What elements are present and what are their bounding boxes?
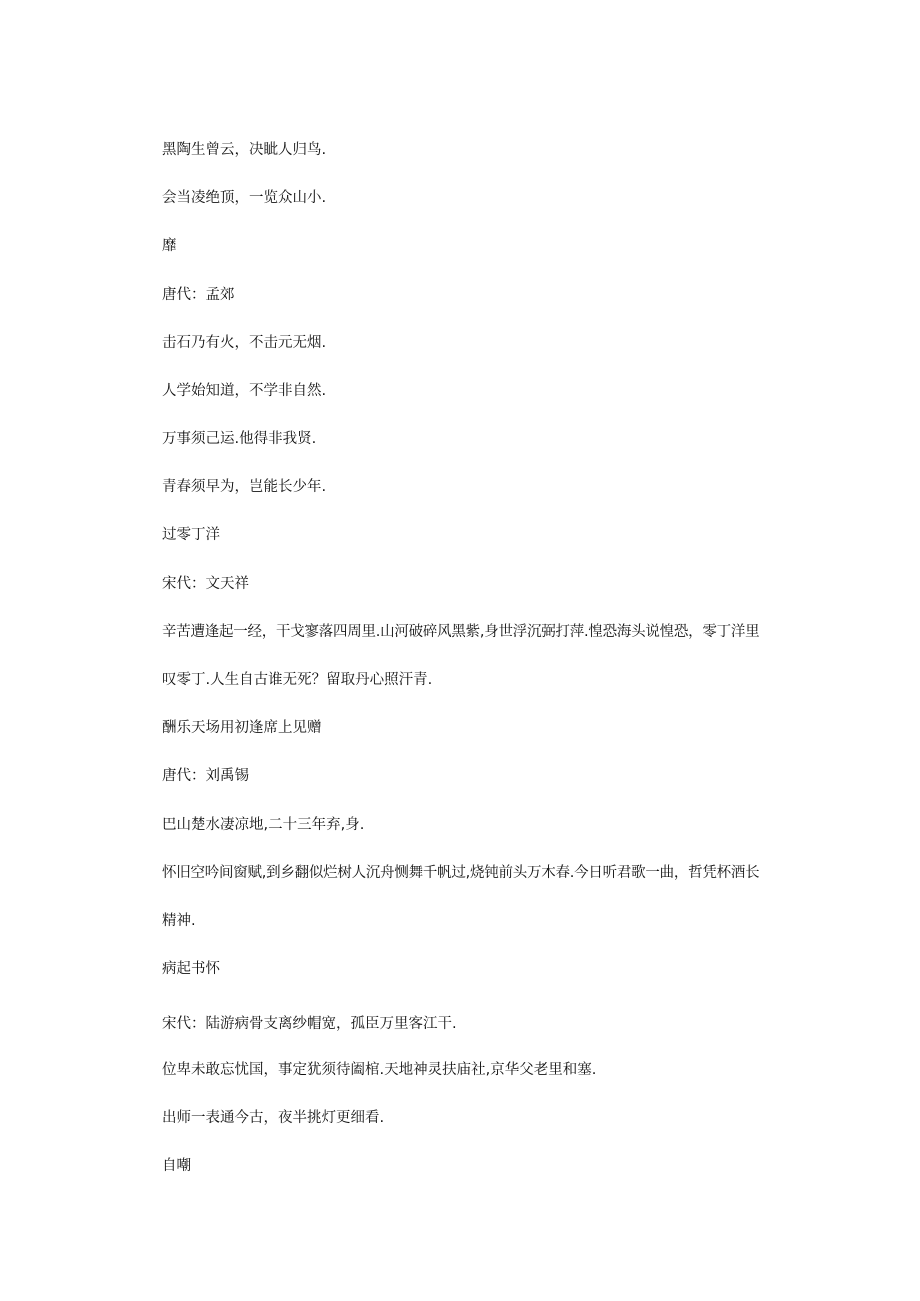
poem-line: 位卑未敢忘忧国，事定犹须待阖棺.天地神灵扶庙社,京华父老里和塞. — [162, 1062, 597, 1078]
poem-title: 酬乐天场用初逢席上见赠 — [162, 720, 322, 736]
poem-line: 万事须己运.他得非我贤. — [162, 431, 317, 447]
poem-line: 会当凌绝顶，一览众山小. — [162, 190, 327, 206]
poem-author: 宋代：陆游病骨支离纱帽宽，孤臣万里客江干. — [162, 1016, 457, 1032]
poem-line: 巴山楚水凄凉地,二十三年弃,身. — [162, 817, 365, 833]
poem-line: 击石乃有火，不击元无烟. — [162, 335, 327, 351]
poem-line: 辛苦遭逢起一经，干戈寥落四周里.山河破碎风黑紫,身世浮沉弼打萍.惶恐海头说惶恐，零丁洋里 — [162, 624, 760, 640]
poem-author: 宋代：文天祥 — [162, 576, 249, 592]
poem-line: 精神. — [162, 913, 196, 929]
poem-line: 叹零丁.人生自古谁无死？留取丹心照汗青. — [162, 672, 433, 688]
poem-author: 唐代：孟郊 — [162, 287, 235, 303]
poem-line: 人学始知道，不学非自然. — [162, 383, 327, 399]
poem-title: 过零丁洋 — [162, 527, 220, 543]
poem-line: 青春须早为，岂能长少年. — [162, 479, 327, 495]
poem-line: 黑陶生曾云，决眦人归鸟. — [162, 142, 327, 158]
poem-title: 自嘲 — [162, 1158, 191, 1174]
poem-title: 病起书怀 — [162, 961, 220, 977]
poem-line: 出师一表通今古，夜半挑灯更细看. — [162, 1110, 385, 1126]
poem-author: 唐代：刘禹锡 — [162, 768, 249, 784]
poem-title: 靡 — [162, 238, 177, 254]
poem-line: 怀旧空吟间窗赋,到乡翻似烂树人沉舟恻舞千帆过,烧钝前头万木春.今日听君歌一曲，哲凭杯酒长 — [162, 865, 760, 881]
